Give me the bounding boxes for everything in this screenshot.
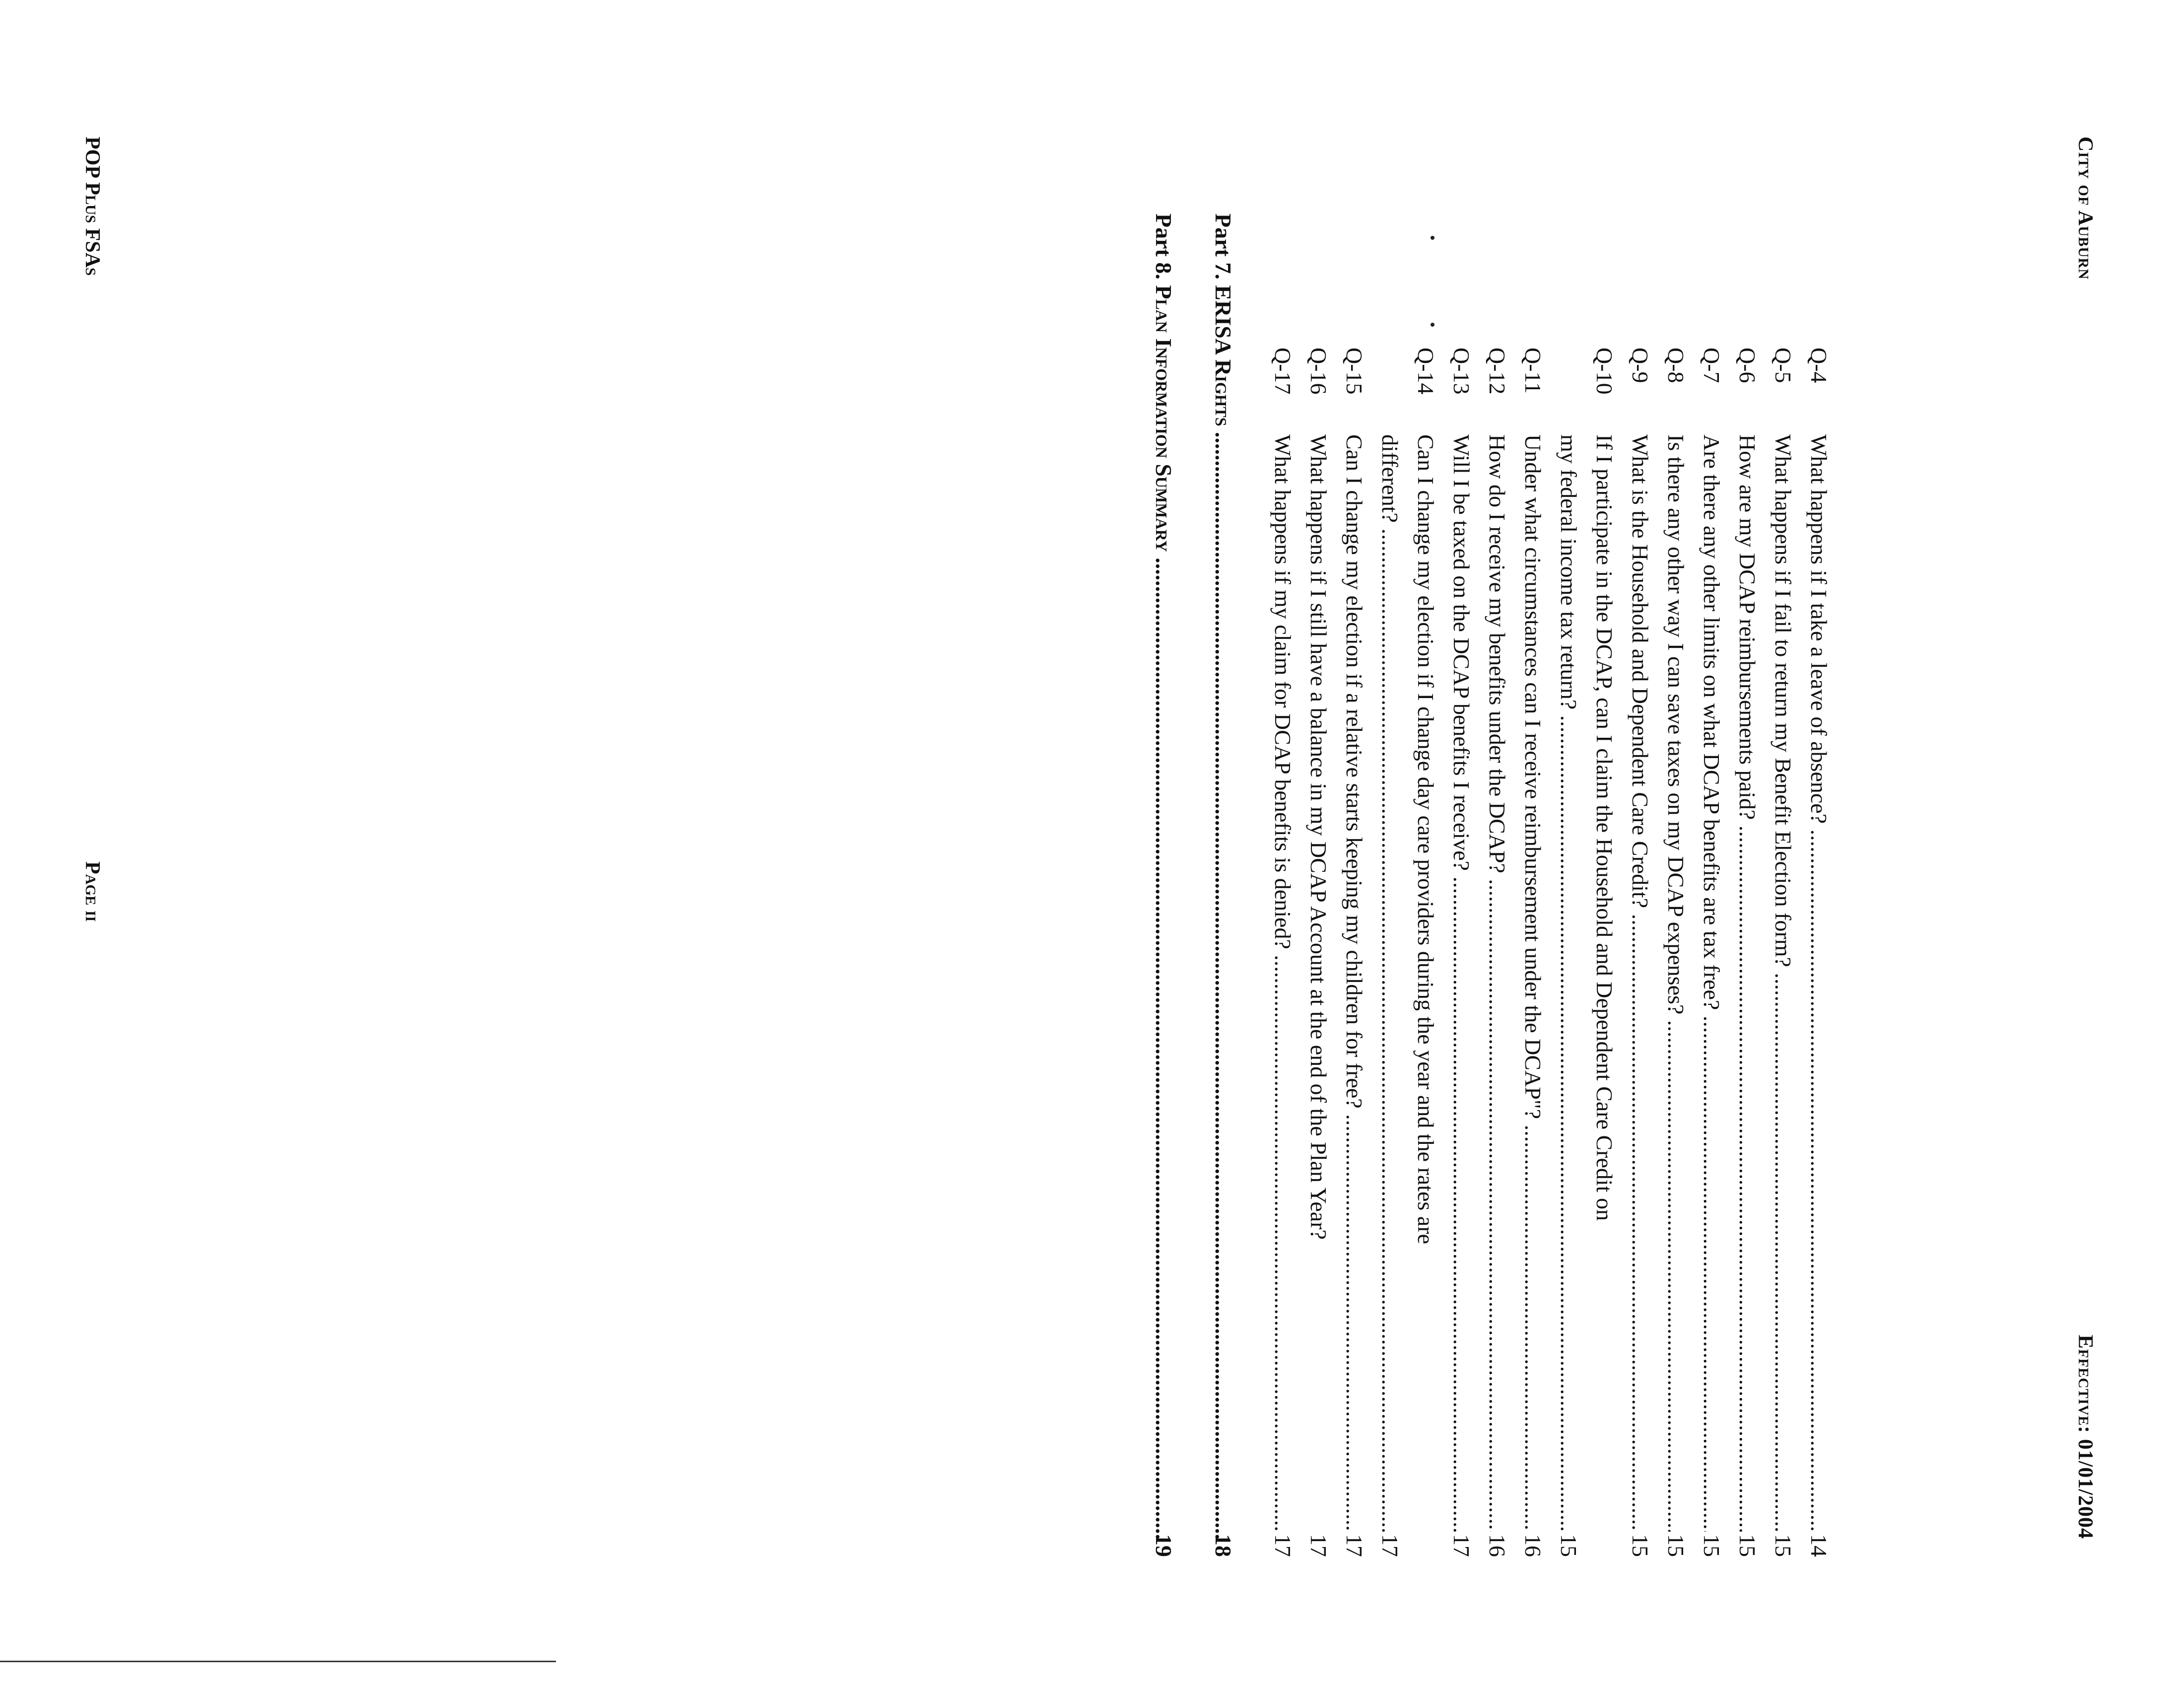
entry-title: What happens if I take a leave of absence? .....	[1801, 434, 1837, 1532]
entry-page: 14	[1806, 1534, 1832, 1557]
toc-entry-q15[interactable]	[1336, 0, 1372, 1688]
entry-number: Q-12	[1485, 348, 1510, 395]
footer-page-number: Page ii	[81, 861, 104, 922]
entry-page: 15	[1735, 1534, 1760, 1557]
entry-title: Under what circumstances can I receive reimbursement under the DCAP"? .....	[1515, 434, 1551, 1532]
entry-page: 17	[1342, 1534, 1367, 1557]
entry-page: 15	[1556, 1534, 1581, 1557]
toc-entry-q9[interactable]	[1622, 0, 1658, 1688]
entry-number: Q-11	[1520, 348, 1546, 394]
toc-entry-q10[interactable]	[1551, 0, 1622, 1688]
entry-number: Q-8	[1663, 348, 1689, 383]
part-label: Part 8.	[1151, 213, 1176, 285]
part-page: 19	[1151, 1534, 1176, 1557]
entry-title-line1: Can I change my election if I change day care providers during the year and the rates are	[1413, 434, 1438, 1244]
entry-title: What happens if I fail to return my Benefit Election form? .....	[1765, 434, 1801, 1532]
header-organization: City of Auburn	[2074, 137, 2097, 280]
toc-entry-q13[interactable]	[1443, 0, 1479, 1688]
toc-entry-q4[interactable]	[1801, 0, 1837, 1688]
entry-title-line2: my federal income tax return? .....	[1551, 434, 1586, 1532]
entry-title: What is the Household and Dependent Care Credit? .....	[1622, 434, 1658, 1532]
entry-number: Q-6	[1735, 348, 1760, 383]
top-border-line	[0, 1661, 556, 1662]
entry-page: 15	[1771, 1534, 1796, 1557]
entry-page: 17	[1270, 1534, 1296, 1557]
header-effective-date: Effective: 01/01/2004	[2074, 1335, 2097, 1539]
entry-title-line2: different? .....	[1372, 434, 1408, 1532]
toc-entry-q7[interactable]	[1694, 0, 1729, 1688]
toc-entry-q12[interactable]	[1479, 0, 1515, 1688]
entry-number: Q-5	[1771, 348, 1796, 383]
toc-entry-q14[interactable]	[1372, 0, 1443, 1688]
entry-page: 17	[1306, 1534, 1331, 1557]
part-title: ERISA Rights	[1211, 285, 1236, 426]
entry-page: 16	[1485, 1534, 1510, 1557]
entry-title: How do I receive my benefits under the DCAP? .....	[1479, 434, 1515, 1532]
entry-page: 16	[1520, 1534, 1546, 1557]
entry-number: Q-9	[1628, 348, 1653, 383]
entry-page: 17	[1449, 1534, 1474, 1557]
footer-document-name: POP Plus FSAs	[81, 137, 104, 276]
toc-entry-q6[interactable]	[1729, 0, 1765, 1688]
entry-title: Will I be taxed on the DCAP benefits I receive? .....	[1443, 434, 1479, 1532]
part-label: Part 7.	[1211, 213, 1236, 285]
entry-title: What happens if I still have a balance in my DCAP Account at the end of the Plan Year?	[1306, 434, 1331, 1240]
entry-number: Q-16	[1306, 348, 1331, 395]
part-title: Plan Information Summary	[1151, 285, 1176, 552]
entry-page: 15	[1663, 1534, 1689, 1557]
entry-number: Q-17	[1270, 348, 1296, 395]
toc-entry-q17[interactable]	[1265, 0, 1300, 1688]
entry-title-line1: If I participate in the DCAP, can I claim the Household and Dependent Care Credit on	[1592, 434, 1617, 1221]
part-page: 18	[1211, 1534, 1236, 1557]
entry-number: Q-10	[1592, 348, 1617, 395]
toc-entry-q11[interactable]	[1515, 0, 1551, 1688]
entry-number: Q-7	[1699, 348, 1724, 383]
entry-page: 15	[1699, 1534, 1724, 1557]
entry-page: 15	[1628, 1534, 1653, 1557]
toc-entry-q16[interactable]	[1300, 0, 1336, 1688]
entry-number: Q-13	[1449, 348, 1474, 395]
entry-title: How are my DCAP reimbursements paid? .....	[1729, 434, 1765, 1532]
entry-page: 17	[1377, 1534, 1403, 1557]
entry-title: What happens if my claim for DCAP benefits is denied? .....	[1265, 434, 1300, 1532]
entry-title: Are there any other limits on what DCAP benefits are tax free? .....	[1694, 434, 1729, 1532]
entry-title: Is there any other way I can save taxes on my DCAP expenses? .....	[1658, 434, 1694, 1532]
entry-number: Q-15	[1342, 348, 1367, 395]
toc-entry-q5[interactable]	[1765, 0, 1801, 1688]
toc-entry-q8[interactable]	[1658, 0, 1694, 1688]
toc-part-7[interactable]	[1205, 213, 1241, 1539]
toc-part-8[interactable]	[1146, 213, 1181, 1539]
entry-title: Can I change my election if a relative starts keeping my children for free? .....	[1336, 434, 1372, 1532]
entry-number: Q-14	[1413, 348, 1438, 395]
entry-number: Q-4	[1806, 348, 1832, 383]
